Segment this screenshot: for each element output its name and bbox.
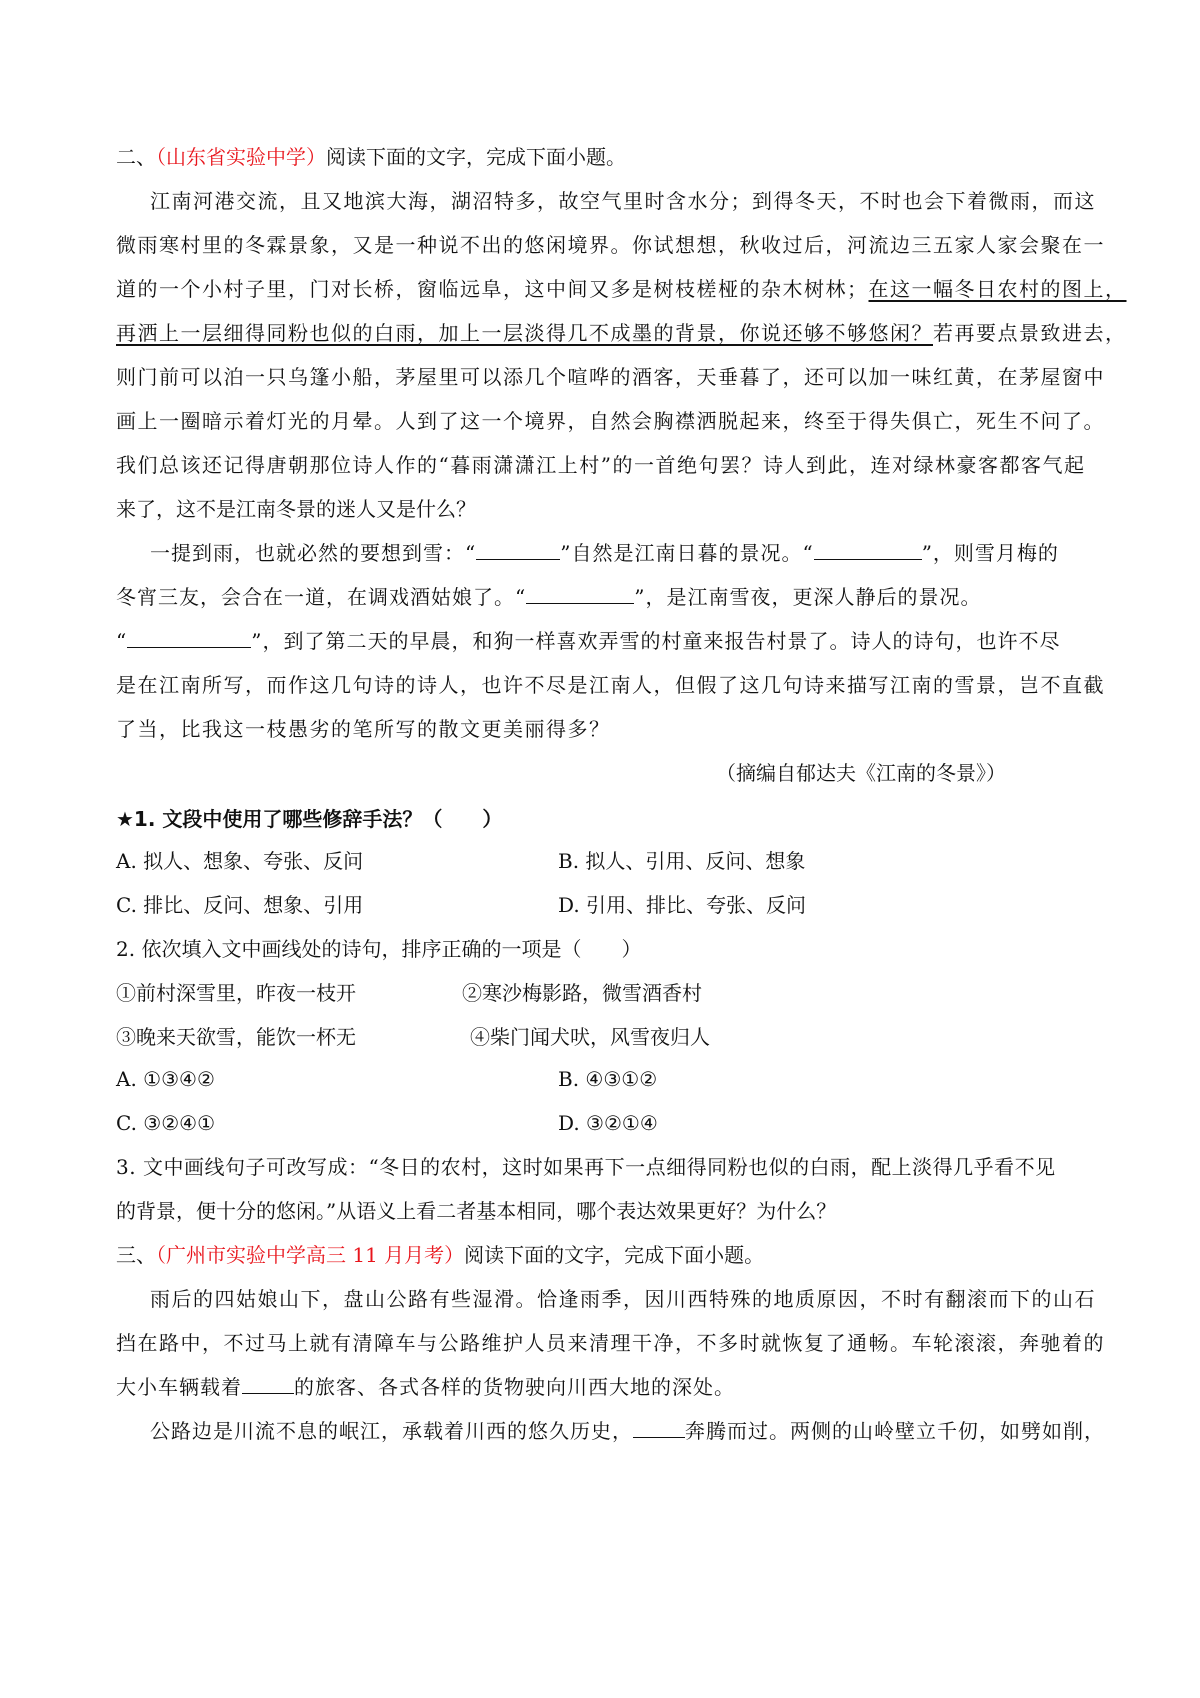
q1-option-a: A. 拟人、想象、夸张、反问 (116, 849, 364, 873)
q2-option-b: B. ④③①② (558, 1067, 658, 1091)
section-2-heading (116, 144, 626, 170)
section-3-heading (116, 1242, 764, 1268)
passage-line: 雨后的四姑娘山下，盘山公路有些湿滑。恰逢雨季，因川西特殊的地质原因，不时有翻滚而下的山石 (150, 1287, 1096, 1311)
passage-line: 江南河港交流，且又地滨大海，湖沼特多，故空气里时含水分；到得冬天，不时也会下着微雨，而这 (150, 189, 1096, 213)
passage-line (150, 1418, 1105, 1444)
underlined-sentence: 在这一幅冬日农村的图上， (868, 277, 1127, 301)
section-3-number: 三、 (116, 1243, 156, 1267)
q1-option-c: C. 排比、反问、想象、引用 (116, 893, 364, 917)
q2-poem-3: ③晚来天欲雪，能饮一杯无 (116, 1025, 356, 1049)
passage-line: 挡在路中，不过马上就有清障车与公路维护人员来清理干净，不多时就恢复了通畅。车轮滚滚，奔驰着的 (116, 1331, 1105, 1355)
q2-poem-4: ④柴门闻犬吠，风雪夜归人 (470, 1025, 710, 1049)
fill-blank-3 (526, 585, 634, 604)
q2-poem-1: ①前村深雪里，昨夜一枝开 (116, 981, 356, 1005)
section-3-source: （广州市实验中学高三 11 月月考） (156, 1243, 465, 1267)
citation: （摘编自郁达夫《江南的冬景》） (716, 761, 1006, 785)
question-3-line: 3. 文中画线句子可改写成：“冬日的农村，这时如果再下一点细得同粉也似的白雨，配上淡得几乎看不见 (116, 1155, 1056, 1179)
question-3-line: 的背景，便十分的悠闲。”从语义上看二者基本相同，哪个表达效果更好？为什么？ (116, 1199, 837, 1223)
fill-blank-4 (127, 629, 251, 648)
section-2-instruction: 阅读下面的文字，完成下面小题。 (326, 145, 626, 169)
passage-text: ”，是江南雪夜，更深人静后的景况。 (634, 585, 982, 609)
passage-line: 我们总该还记得唐朝那位诗人作的“暮雨潇潇江上村”的一首绝句罢？诗人到此，连对绿林豪客都客气起 (116, 453, 1086, 477)
fill-blank-2 (814, 541, 922, 560)
passage-line: 是在江南所写，而作这几句诗的诗人，也许不尽是江南人，但假了这几句诗来描写江南的雪景，岂不直截 (116, 673, 1105, 697)
section-3-instruction: 阅读下面的文字，完成下面小题。 (464, 1243, 765, 1267)
fill-blank (633, 1419, 685, 1438)
passage-text: 冬宵三友，会合在一道，在调戏酒姑娘了。“ (116, 585, 527, 609)
passage-text: 大小车辆载着 (116, 1375, 242, 1399)
passage-line (116, 276, 1127, 302)
passage-line: 则门前可以泊一只乌篷小船，茅屋里可以添几个喧哗的酒客，天垂暮了，还可以加一味红黄，在茅屋窗中 (116, 365, 1105, 389)
q2-option-c: C. ③②④① (116, 1111, 216, 1135)
question-1-stem: ★1. 文段中使用了哪些修辞手法？（ ） (116, 807, 503, 831)
fill-blank-1 (476, 541, 560, 560)
passage-line (150, 540, 1059, 566)
question-2-stem: 2. 依次填入文中画线处的诗句，排序正确的一项是（ ） (116, 937, 642, 961)
q2-option-d: D. ③②①④ (558, 1111, 658, 1135)
section-2-source: （山东省实验中学） (156, 145, 326, 169)
passage-line (116, 1374, 735, 1400)
passage-text: 若再要点景致进去， (933, 321, 1127, 345)
passage-text: ”，则雪月梅的 (921, 541, 1059, 565)
passage-line: 了当，比我这一枝愚劣的笔所写的散文更美丽得多？ (116, 717, 611, 741)
underlined-sentence: 再洒上一层细得同粉也似的白雨，加上一层淡得几不成墨的背景，你说还够不够悠闲？ (116, 321, 933, 345)
q1-option-b: B. 拟人、引用、反问、想象 (558, 849, 806, 873)
passage-text: 一提到雨，也就必然的要想到雪：“ (150, 541, 477, 565)
passage-line (116, 320, 1127, 346)
passage-text: ”自然是江南日暮的景况。“ (560, 541, 814, 565)
passage-text: “ (116, 629, 128, 653)
q2-poem-2: ②寒沙梅影路，微雪酒香村 (462, 981, 702, 1005)
section-2-number: 二、 (116, 145, 156, 169)
passage-line: 来了，这不是江南冬景的迷人又是什么？ (116, 497, 476, 521)
passage-text: 道的一个小村子里，门对长桥，窗临远阜，这中间又多是树枝槎桠的杂木树林； (116, 277, 869, 301)
passage-line (116, 628, 1060, 654)
q1-option-d: D. 引用、排比、夸张、反问 (558, 893, 807, 917)
passage-text: 公路边是川流不息的岷江，承载着川西的悠久历史， (150, 1419, 633, 1443)
passage-line: 画上一圈暗示着灯光的月晕。人到了这一个境界，自然会胸襟洒脱起来，终至于得失俱亡，死生不问了。 (116, 409, 1105, 433)
passage-line (116, 584, 981, 610)
q2-option-a: A. ①③④② (116, 1067, 215, 1091)
passage-text: ”，到了第二天的早晨，和狗一样喜欢弄雪的村童来报告村景了。诗人的诗句，也许不尽 (251, 629, 1061, 653)
passage-text: 的旅客、各式各样的货物驶向川西大地的深处。 (294, 1375, 735, 1399)
passage-text: 奔腾而过。两侧的山岭壁立千仞，如劈如削， (685, 1419, 1105, 1443)
passage-line: 微雨寒村里的冬霖景象，又是一种说不出的悠闲境界。你试想想，秋收过后，河流边三五家人家会聚在一 (116, 233, 1105, 257)
fill-blank (242, 1375, 294, 1394)
